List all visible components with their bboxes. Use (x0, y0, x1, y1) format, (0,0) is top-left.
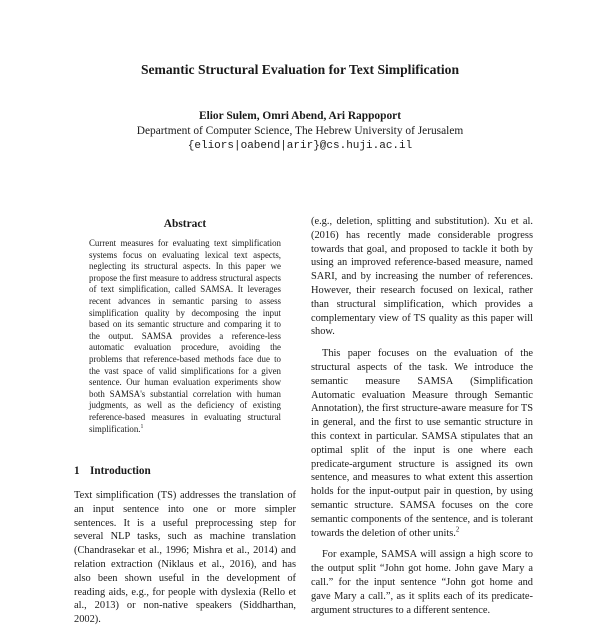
right-column (311, 215, 533, 625)
footnote-mark-1: 1 (140, 423, 144, 430)
section-number: 1 (74, 465, 80, 477)
section-title: Introduction (90, 465, 151, 477)
paper-email: {eliors|oabend|arir}@cs.huji.ac.il (187, 140, 413, 152)
paper-authors: Elior Sulem, Omri Abend, Ari Rappoport (199, 110, 401, 122)
paper-affiliation: Department of Computer Science, The Hebrew University of Jerusalem (136, 125, 464, 137)
abstract-text: Current measures for evaluating text simplification systems focus on evaluating lexical text aspects, neglecting its structural aspects. In this paper we propose the first measure to address structural aspects of text simplification, called SAMSA. It leverages recent advances in semantic parsing to assess simplification quality by decomposing the input based on its semantic structure and comparing it to the output. SAMSA provides a reference-less automatic evaluation procedure, avoiding the problems that reference-based methods face due to the vast space of valid simplifications for a given sentence. Our human evaluation experiments show both SAMSA's substantial correlation with human judgments, as well as the deficiency of existing reference-based measures in evaluating structural simplification. (89, 238, 281, 434)
introduction-body (74, 489, 296, 627)
right-paragraph-3: For example, SAMSA will assign a high score to the output split “John got home. John gave Mary a call.” for the input sentence “John got home and gave Mary a call.”, as it splits each of its predicate-argument structures to a different sentence. (311, 549, 533, 616)
abstract-heading: Abstract (163, 218, 207, 230)
right-paragraph-2 (311, 347, 533, 540)
right-paragraph-2-text: This paper focuses on the evaluation of the structural aspects of the task. We introduce the semantic measure SAMSA (Simplification Automatic evaluation Measure through Semantic Annotation), the first structure-aware measure for TS in general, and the first to use semantic structure in this context in particular. SAMSA stipulates that an optimal split of the input is one where each predicate-argument structure is assigned its own sentence, and measures to what extent this assertion holds for the input-output pair in question, by using semantic structure. SAMSA focuses on the core semantic components of the sentence, and is tolerant towards the deletion of other units. (311, 348, 533, 539)
abstract-body (89, 238, 281, 435)
section-heading-introduction (74, 465, 296, 477)
introduction-paragraph: Text simplification (TS) addresses the translation of an input sentence into one or more simpler sentences. It is a useful preprocessing step for several NLP tasks, such as machine translation (Chandrasekar et al., 1996; Mishra et al., 2014) and relation extraction (Niklaus et al., 2016), and has also been shown useful in the development of reading aids, e.g., for people with dyslexia (Rello et al., 2013) or non-native speakers (Siddharthan, 2002). (74, 490, 296, 626)
paper-title: Semantic Structural Evaluation for Text Simplification (140, 62, 460, 77)
right-paragraph-1: (e.g., deletion, splitting and substitution). Xu et al. (2016) has recently made considerable progress towards that goal, and proposed to tackle it both by using an improved reference-based measure, named SARI, and by increasing the number of references. However, their research focused on lexical, rather than structural simplification, which provides a complementary view of TS quality as this paper will show. (311, 216, 533, 338)
footnote-mark-2: 2 (455, 526, 460, 534)
